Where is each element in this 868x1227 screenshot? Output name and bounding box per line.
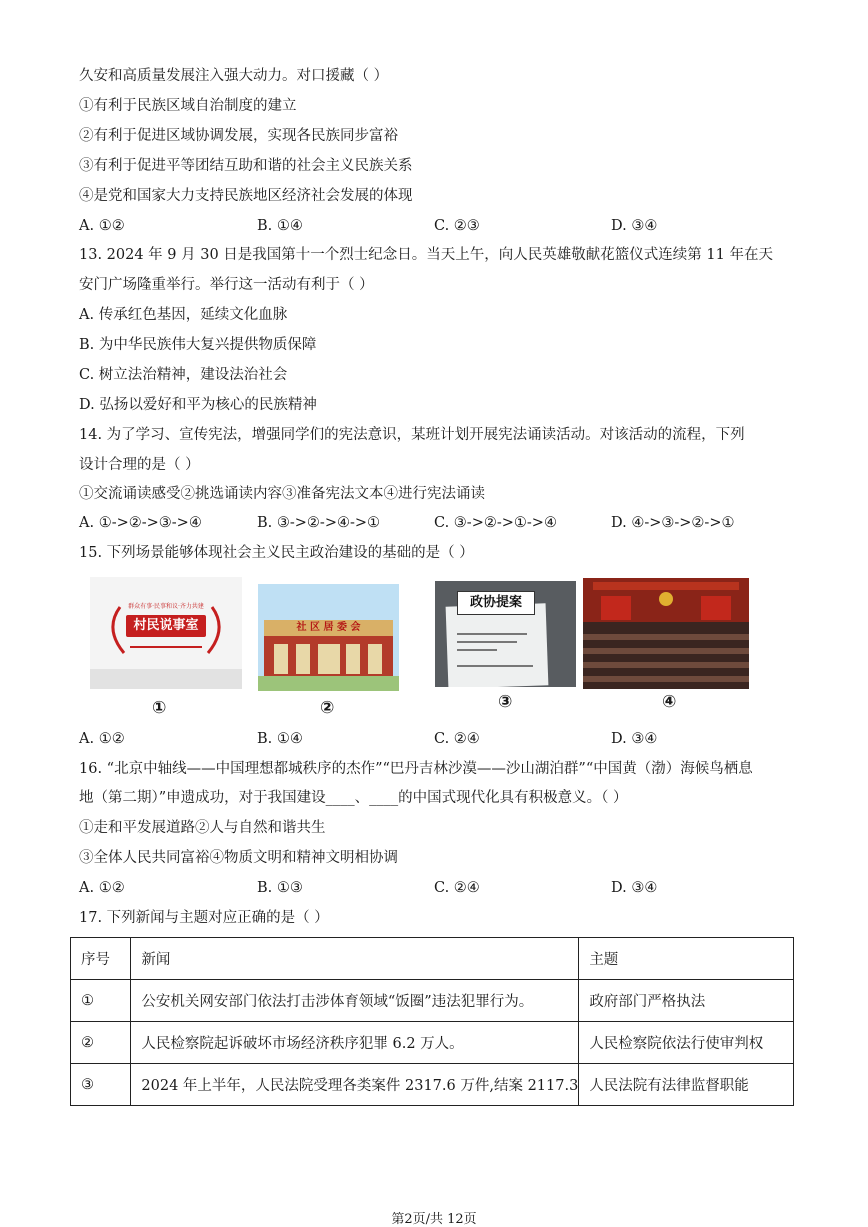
q15-image-caption-4: ④ bbox=[662, 692, 677, 712]
q12-item-2: ②有利于促进区域协调发展，实现各民族同步富裕 bbox=[79, 128, 398, 144]
q16-items-line1: ①走和平发展道路②人与自然和谐共生 bbox=[79, 820, 326, 836]
q14-option-d: D. ④->③->②->① bbox=[611, 515, 735, 531]
q15-option-d: D. ③④ bbox=[611, 731, 658, 747]
table-header-cell: 序号 bbox=[71, 938, 131, 980]
q12-option-a: A. ①② bbox=[79, 218, 125, 234]
pic4-seat-row bbox=[583, 634, 749, 640]
q15-options bbox=[79, 729, 799, 749]
pic2-window bbox=[274, 644, 288, 674]
pic2-window bbox=[346, 644, 360, 674]
village-council-room-photo bbox=[90, 577, 242, 689]
table-cell: ③ bbox=[71, 1064, 131, 1106]
people-congress-hall-photo bbox=[583, 578, 749, 689]
table-cell: 人民检察院依法行使审判权 bbox=[579, 1022, 794, 1064]
table-cell: 公安机关网安部门依法打击涉体育领域“饭圈”违法犯罪行为。 bbox=[131, 980, 579, 1022]
q16-option-b: B. ①③ bbox=[257, 880, 303, 896]
q12-option-b: B. ①④ bbox=[257, 218, 303, 234]
q13-stem-line1: 13. 2024 年 9 月 30 日是我国第十一个烈士纪念日。当天上午，向人民英雄敬献花篮仪式连续第 11 年在天 bbox=[79, 247, 773, 263]
q13-option-d: D. 弘扬以爱好和平为核心的民族精神 bbox=[79, 397, 317, 413]
pic3-text-line bbox=[457, 641, 517, 643]
pic4-flags bbox=[601, 596, 631, 620]
q12-item-1: ①有利于民族区域自治制度的建立 bbox=[79, 98, 297, 114]
pic2-door bbox=[318, 644, 340, 674]
community-committee-building-photo bbox=[258, 584, 399, 691]
q15-image-caption-2: ② bbox=[320, 698, 335, 718]
q13-option-b: B. 为中华民族伟大复兴提供物质保障 bbox=[79, 337, 317, 353]
pic4-seat-row bbox=[583, 676, 749, 682]
q15-image-caption-1: ① bbox=[152, 698, 167, 718]
q13-option-a: A. 传承红色基因，延续文化血脉 bbox=[79, 307, 288, 323]
pic2-window bbox=[368, 644, 382, 674]
pic4-seat-row bbox=[583, 648, 749, 654]
q12-stem-tail: 久安和高质量发展注入强大动力。对口援藏（ ） bbox=[79, 68, 389, 84]
pic2-sign: 社 区 居 委 会 bbox=[296, 622, 361, 633]
pic1-sign: 村民说事室 bbox=[126, 615, 206, 637]
pic3-text-line bbox=[457, 633, 527, 635]
q12-item-4: ④是党和国家大力支持民族地区经济社会发展的体现 bbox=[79, 188, 413, 204]
cppcc-proposal-document-photo bbox=[435, 581, 576, 687]
q14-stem-line2: 设计合理的是（ ） bbox=[79, 457, 200, 473]
q14-stem-line1: 14. 为了学习、宣传宪法，增强同学们的宪法意识，某班计划开展宪法诵读活动。对该活动的流程，下列 bbox=[79, 427, 745, 443]
table-header-row bbox=[71, 938, 794, 980]
pic3-text-line bbox=[457, 649, 497, 651]
table-header-cell: 主题 bbox=[579, 938, 794, 980]
table-cell: 2024 年上半年，人民法院受理各类案件 2317.6 万件,结案 2117.3 bbox=[131, 1064, 579, 1106]
page-footer: 第2页/共 12页 bbox=[391, 1212, 477, 1227]
q12-option-d: D. ③④ bbox=[611, 218, 658, 234]
pic2-ground bbox=[258, 676, 399, 691]
q17-stem: 17. 下列新闻与主题对应正确的是（ ） bbox=[79, 910, 329, 926]
table-header-cell: 新闻 bbox=[131, 938, 579, 980]
national-emblem-icon bbox=[659, 592, 673, 606]
pic3-text-line bbox=[457, 665, 533, 667]
q15-image-caption-3: ③ bbox=[498, 692, 513, 712]
q16-option-d: D. ③④ bbox=[611, 880, 658, 896]
q14-option-a: A. ①->②->③->④ bbox=[79, 515, 202, 531]
table-cell: 人民法院有法律监督职能 bbox=[579, 1064, 794, 1106]
q14-option-b: B. ③->②->④->① bbox=[257, 515, 381, 531]
q14-options bbox=[79, 513, 799, 533]
table-row bbox=[71, 1022, 794, 1064]
pic4-seat-row bbox=[583, 662, 749, 668]
pic4-flags bbox=[701, 596, 731, 620]
q16-items-line2: ③全体人民共同富裕④物质文明和精神文明相协调 bbox=[79, 850, 398, 866]
table-cell: ② bbox=[71, 1022, 131, 1064]
table-cell: ① bbox=[71, 980, 131, 1022]
q15-option-a: A. ①② bbox=[79, 731, 125, 747]
pic1-floor bbox=[90, 669, 242, 689]
q12-option-c: C. ②③ bbox=[434, 218, 480, 234]
pic2-window bbox=[296, 644, 310, 674]
q16-stem-line1: 16. “北京中轴线——中国理想都城秩序的杰作”“巴丹吉林沙漠——沙山湖泊群”“中国黄（渤）海候鸟栖息 bbox=[79, 761, 753, 777]
q15-option-c: C. ②④ bbox=[434, 731, 480, 747]
pic3-sign: 政协提案 bbox=[457, 591, 535, 615]
table-row bbox=[71, 980, 794, 1022]
q13-option-c: C. 树立法治精神，建设法治社会 bbox=[79, 367, 288, 383]
q15-stem: 15. 下列场景能够体现社会主义民主政治建设的基础的是（ ） bbox=[79, 545, 474, 561]
pic3-paper bbox=[446, 603, 549, 687]
q16-options bbox=[79, 878, 799, 898]
q12-options bbox=[79, 216, 799, 236]
q16-option-a: A. ①② bbox=[79, 880, 125, 896]
pic1-slogan: 群众有事·民事和议·齐力共建 bbox=[128, 603, 204, 610]
q15-option-b: B. ①④ bbox=[257, 731, 303, 747]
q13-stem-line2: 安门广场隆重举行。举行这一活动有利于（ ） bbox=[79, 277, 374, 293]
q14-option-c: C. ③->②->①->④ bbox=[434, 515, 557, 531]
q14-items: ①交流诵读感受②挑选诵读内容③准备宪法文本④进行宪法诵读 bbox=[79, 486, 485, 502]
q17-table bbox=[70, 937, 794, 1106]
pic4-banner bbox=[593, 582, 739, 590]
q12-item-3: ③有利于促进平等团结互助和谐的社会主义民族关系 bbox=[79, 158, 413, 174]
q16-option-c: C. ②④ bbox=[434, 880, 480, 896]
table-cell: 人民检察院起诉破坏市场经济秩序犯罪 6.2 万人。 bbox=[131, 1022, 579, 1064]
q16-stem-line2: 地（第二期）”申遗成功，对于我国建设____、____的中国式现代化具有积极意义。（ ） bbox=[79, 790, 628, 806]
table-row bbox=[71, 1064, 794, 1106]
table-cell: 政府部门严格执法 bbox=[579, 980, 794, 1022]
